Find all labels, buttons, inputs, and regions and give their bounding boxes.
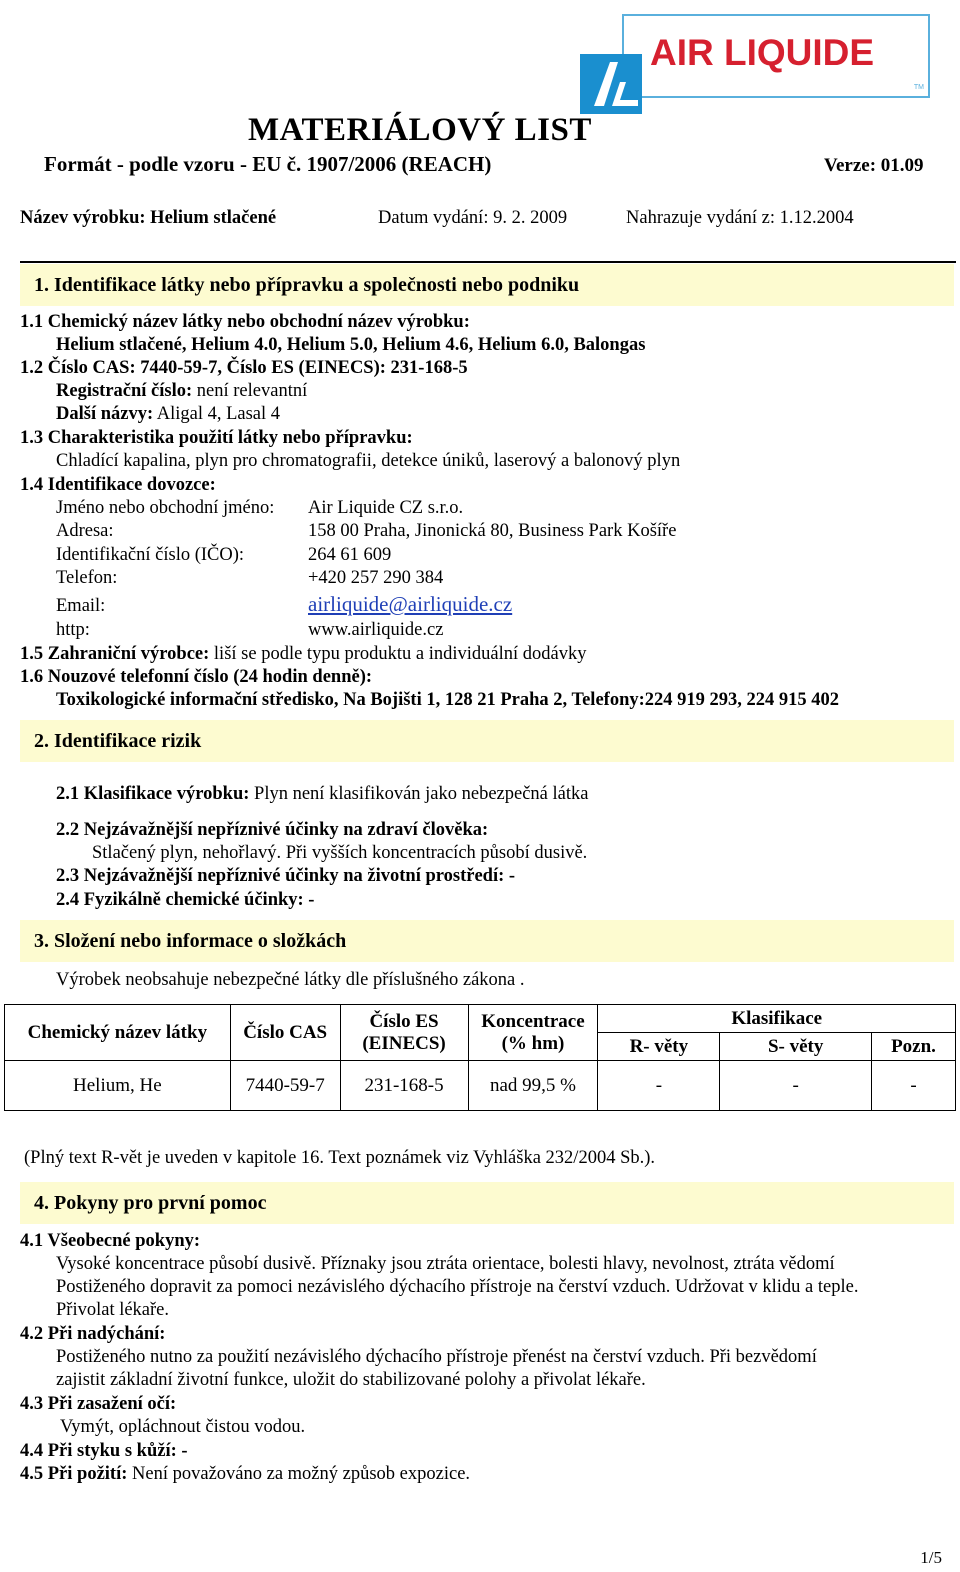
format-line: Formát - podle vzoru - EU č. 1907/2006 (REACH) (44, 152, 492, 176)
s21-label: 2.1 Klasifikace výrobku: (56, 784, 250, 804)
issue-date: Datum vydání: 9. 2. 2009 (378, 208, 568, 228)
s13-label: 1.3 Charakteristika použití látky nebo přípravku: (20, 428, 413, 448)
header-es (340, 1005, 468, 1061)
s41-label: 4.1 Všeobecné pokyny: (20, 1231, 201, 1251)
s45-label: 4.5 Při požití: (20, 1464, 128, 1484)
importer-address-value: 158 00 Praha, Jinonická 80, Business Park Košíře (308, 521, 677, 541)
section-4-heading (20, 1182, 954, 1224)
s43-value: Vymýt, opláchnout čistou vodou. (60, 1417, 306, 1437)
header-concentration-line2: (% hm) (501, 1032, 565, 1054)
http-label: http: (56, 620, 90, 640)
header-divider (20, 261, 956, 263)
s14-label: 1.4 Identifikace dovozce: (20, 475, 216, 495)
registration-label: Registrační číslo: (56, 381, 193, 401)
header-classification: Klasifikace (598, 1005, 956, 1033)
section-3-heading (20, 920, 954, 962)
s24-label: 2.4 Fyzikálně chemické účinky: - (56, 890, 315, 910)
section-1-title: 1. Identifikace látky nebo přípravku a společnosti nebo podniku (34, 274, 580, 296)
s42-line-1: Postiženého nutno za použití nezávislého dýchacího přístroje přenést na čerství vzduch. Při bezvědomí (56, 1347, 817, 1367)
s21-value: Plyn není klasifikován jako nebezpečná látka (249, 784, 589, 804)
s12-label: 1.2 Číslo CAS: 7440-59-7, Číslo ES (EINECS): 231-168-5 (20, 358, 468, 378)
s3-note: (Plný text R-vět je uveden v kapitole 16. Text poznámek viz Vyhláška 232/2004 Sb.). (24, 1148, 656, 1168)
header-notes: Pozn. (872, 1033, 956, 1061)
replaces-date: Nahrazuje vydání z: 1.12.2004 (626, 208, 854, 228)
logo-trademark: TM (913, 84, 924, 91)
s15-value: liší se podle typu produktu a individuální dodávky (209, 644, 587, 664)
header-es-line2: (EINECS) (362, 1032, 446, 1054)
header-s-phrases: S- věty (720, 1033, 872, 1061)
s22-value: Stlačený plyn, nehořlavý. Při vyšších koncentracích působí dusivě. (92, 843, 588, 863)
s13-value: Chladící kapalina, plyn pro chromatografii, detekce úniků, laserový a balonový plyn (56, 451, 681, 471)
header-es-line1: Číslo ES (369, 1010, 439, 1032)
s43-label: 4.3 Při zasažení očí: (20, 1394, 177, 1414)
document-title: MATERIÁLOVÝ LIST (248, 112, 592, 148)
version: Verze: 01.09 (824, 155, 924, 176)
row-s-phrases: - (720, 1061, 872, 1111)
registration-line (56, 381, 307, 402)
product-name: Název výrobku: Helium stlačené (20, 208, 277, 228)
importer-ico-label: Identifikační číslo (IČO): (56, 545, 245, 565)
importer-phone-value: +420 257 290 384 (308, 568, 444, 588)
row-r-phrases: - (598, 1061, 720, 1111)
other-names-line (56, 404, 280, 425)
air-liquide-logo (580, 14, 928, 114)
s42-label: 4.2 Při nadýchání: (20, 1324, 166, 1344)
email-label: Email: (56, 596, 106, 616)
row-cas: 7440-59-7 (230, 1061, 340, 1111)
s41-line-1: Vysoké koncentrace působí dusivě. Příznaky jsou ztráta orientace, bolesti hlavy, nevolnost, ztráta vědomí (56, 1254, 835, 1274)
importer-name-value: Air Liquide CZ s.r.o. (308, 498, 464, 518)
section-2-heading (20, 720, 954, 762)
other-names-value: Aligal 4, Lasal 4 (153, 404, 281, 424)
other-names-label: Další názvy: (56, 404, 154, 424)
s41-line-2: Postiženého dopravit za pomoci nezávislého dýchacího přístroje na čerství vzduch. Udržovat v klidu a teple. (56, 1277, 859, 1297)
page-number: 1/5 (920, 1548, 942, 1567)
s22-label: 2.2 Nejzávažnější nepříznivé účinky na zdraví člověka: (56, 820, 489, 840)
s15-label: 1.5 Zahraniční výrobce: (20, 644, 210, 664)
s45-value: Není považováno za možný způsob expozice. (127, 1464, 471, 1484)
s41-line-3: Přivolat lékaře. (56, 1300, 170, 1320)
email-link[interactable]: airliquide@airliquide.cz (308, 592, 513, 616)
section-2-title: 2. Identifikace rizik (34, 730, 202, 752)
section-4-title: 4. Pokyny pro první pomoc (34, 1192, 267, 1214)
section-3-title: 3. Složení nebo informace o složkách (34, 930, 347, 952)
s23-label: 2.3 Nejzávažnější nepříznivé účinky na životní prostředí: - (56, 866, 516, 886)
section-1-heading (20, 264, 954, 306)
importer-address-label: Adresa: (56, 521, 114, 541)
s21-line (56, 784, 588, 805)
logo-brand-text: AIR LIQUIDE (650, 32, 875, 73)
s42-line-2: zajistit základní životní funkce, uložit do stabilizované polohy a přivolat lékaře. (56, 1370, 646, 1390)
header-r-phrases: R- věty (598, 1033, 720, 1061)
s15-line (20, 644, 586, 665)
header-chemical-name: Chemický název látky (5, 1005, 231, 1061)
s11-value: Helium stlačené, Helium 4.0, Helium 5.0, Helium 4.6, Helium 6.0, Balongas (56, 335, 646, 355)
registration-value: není relevantní (192, 381, 308, 401)
s45-line (20, 1464, 470, 1485)
header-cas: Číslo CAS (230, 1005, 340, 1061)
logo-al-icon (580, 54, 642, 114)
composition-table (4, 1004, 956, 1111)
header-concentration-line1: Koncentrace (481, 1010, 585, 1032)
http-value: www.airliquide.cz (308, 620, 444, 640)
importer-ico-value: 264 61 609 (308, 545, 392, 565)
header-concentration (468, 1005, 598, 1061)
s16-label: 1.6 Nouzové telefonní číslo (24 hodin denně): (20, 667, 373, 687)
s11-label: 1.1 Chemický název látky nebo obchodní název výrobku: (20, 312, 470, 332)
importer-phone-label: Telefon: (56, 568, 118, 588)
s16-value: Toxikologické informační středisko, Na Bojišti 1, 128 21 Praha 2, Telefony:224 919 293, 224 915 402 (56, 690, 840, 710)
row-notes: - (872, 1061, 956, 1111)
row-es: 231-168-5 (340, 1061, 468, 1111)
importer-name-label: Jméno nebo obchodní jméno: (56, 498, 275, 518)
row-concentration: nad 99,5 % (468, 1061, 598, 1111)
row-chemical-name: Helium, He (5, 1061, 231, 1111)
s3-intro: Výrobek neobsahuje nebezpečné látky dle příslušného zákona . (56, 970, 525, 990)
s44-label: 4.4 Při styku s kůží: - (20, 1441, 188, 1461)
